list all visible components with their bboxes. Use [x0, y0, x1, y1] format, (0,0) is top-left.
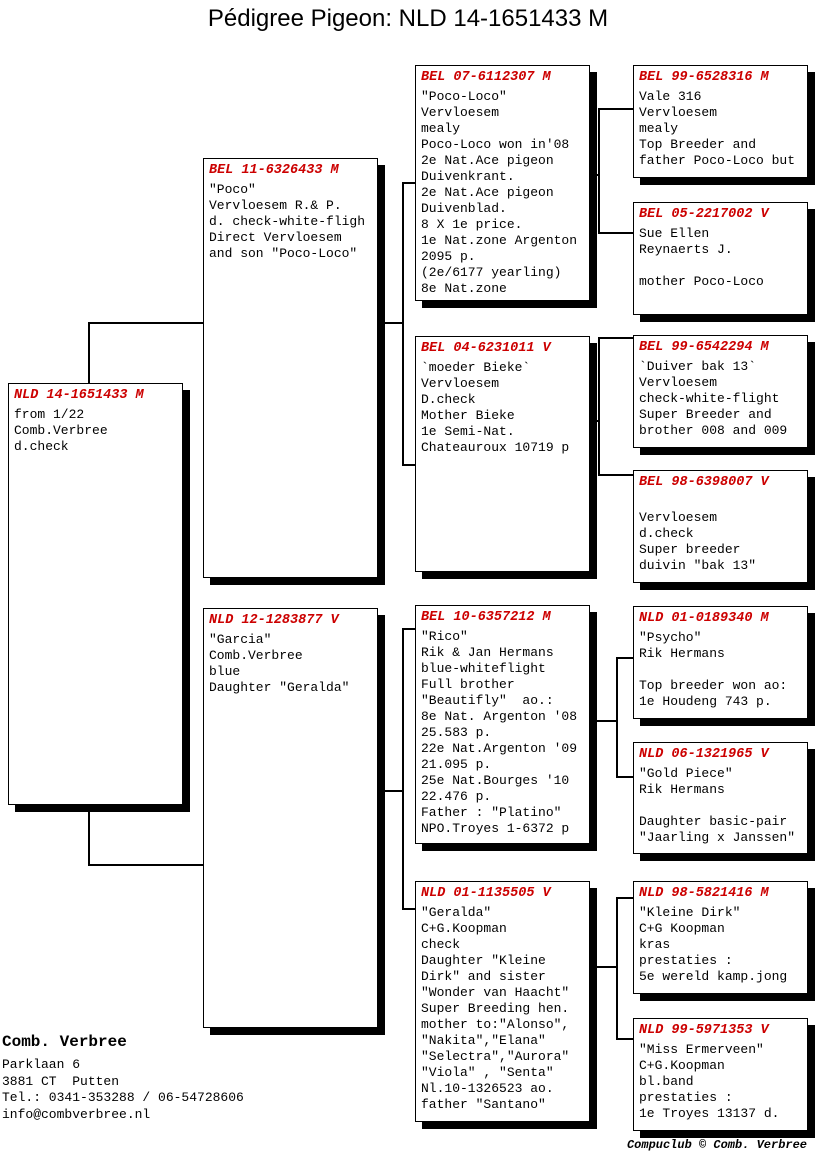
text-line: Rik Hermans — [639, 782, 725, 797]
text-line: 25e Nat.Bourges '10 — [421, 773, 570, 788]
text-line: Vale 316 — [639, 89, 702, 104]
text-line: Vervloesem — [421, 105, 500, 120]
ring-number: NLD 01-1135505 V — [421, 886, 551, 901]
text-line — [639, 798, 805, 814]
connector-line — [598, 108, 633, 110]
text-line: C+G Koopman — [639, 921, 725, 936]
pigeon-details — [639, 905, 805, 985]
text-line: "Wonder van Haacht" — [421, 985, 570, 1000]
connector-line — [402, 628, 415, 630]
pigeon-details — [421, 89, 587, 297]
pigeon-details — [639, 630, 805, 710]
text-line: Vervloesem — [639, 375, 718, 390]
text-line: Vervloesem — [639, 510, 718, 525]
text-line: d. check-white-fligh — [209, 214, 366, 229]
software-credit: Compuclub © Comb. Verbree — [626, 1138, 807, 1152]
text-line: Full brother — [421, 677, 515, 692]
ring-number: BEL 98-6398007 V — [639, 475, 769, 490]
pigeon-details — [14, 407, 180, 455]
text-line: info@combverbree.nl — [2, 1106, 151, 1122]
ring-number: NLD 12-1283877 V — [209, 613, 339, 628]
text-line: Rik Hermans — [639, 646, 725, 661]
pedigree-box-dam-dam-sire — [633, 881, 808, 994]
ring-number: BEL 99-6528316 M — [639, 70, 769, 85]
ring-number: BEL 11-6326433 M — [209, 163, 339, 178]
connector-line — [88, 864, 203, 866]
text-line: check-white-flight — [639, 391, 780, 406]
text-line: Vervloesem R.& P. — [209, 198, 342, 213]
pedigree-box-dam-dam-dam — [633, 1018, 808, 1131]
connector-line — [88, 806, 90, 866]
text-line: Reynaerts J. — [639, 242, 733, 257]
text-line: "Nakita","Elana" — [421, 1033, 546, 1048]
text-line: "Psycho" — [639, 630, 702, 645]
page-title: Pédigree Pigeon: NLD 14-1651433 M — [207, 5, 609, 32]
text-line: from 1/22 — [14, 407, 85, 422]
connector-line — [598, 337, 633, 339]
text-line: Top breeder won ao: — [639, 678, 788, 693]
ring-number: NLD 01-0189340 M — [639, 611, 769, 626]
text-line: Sue Ellen — [639, 226, 710, 241]
pigeon-details — [209, 632, 375, 696]
connector-line — [616, 897, 633, 899]
text-line: Vervloesem — [421, 376, 500, 391]
owner-name: Comb. Verbree — [2, 1033, 127, 1051]
text-line: 22.476 p. — [421, 789, 492, 804]
pedigree-box-dam-sire — [415, 605, 590, 844]
text-line: and son "Poco-Loco" — [209, 246, 358, 261]
connector-line — [598, 232, 633, 234]
text-line: Direct Vervloesem — [209, 230, 342, 245]
connector-line — [589, 966, 618, 968]
text-line: 1e Semi-Nat. — [421, 424, 515, 439]
text-line: 2e Nat.Ace pigeon — [421, 185, 554, 200]
pigeon-details — [639, 1042, 805, 1122]
text-line: 3881 CT Putten — [2, 1073, 120, 1089]
text-line: (2e/6177 yearling) — [421, 265, 562, 280]
connector-line — [402, 908, 415, 910]
text-line: 2e Nat.Ace pigeon — [421, 153, 554, 168]
pigeon-details — [639, 494, 805, 574]
text-line: Duivenkrant. — [421, 169, 515, 184]
text-line: Comb.Verbree — [14, 423, 108, 438]
text-line: 2095 p. — [421, 249, 476, 264]
text-line: "Poco" — [209, 182, 256, 197]
text-line: Poco-Loco won in'08 — [421, 137, 570, 152]
text-line: 1e Nat.zone Argenton — [421, 233, 578, 248]
text-line: d.check — [14, 439, 69, 454]
text-line: "Rico" — [421, 629, 468, 644]
connector-line — [589, 720, 618, 722]
connector-line — [616, 897, 618, 1040]
text-line: Rik & Jan Hermans — [421, 645, 554, 660]
text-line: mother to:"Alonso", — [421, 1017, 570, 1032]
text-line: C+G.Koopman — [639, 1058, 725, 1073]
text-line: 8e Nat. Argenton '08 — [421, 709, 578, 724]
pigeon-details — [639, 359, 805, 439]
text-line: "Kleine Dirk" — [639, 905, 741, 920]
ring-number: NLD 06-1321965 V — [639, 747, 769, 762]
text-line: Comb.Verbree — [209, 648, 303, 663]
text-line: 1e Troyes 13137 d. — [639, 1106, 780, 1121]
text-line: prestaties : — [639, 953, 733, 968]
connector-line — [402, 464, 415, 466]
text-line: father "Santano" — [421, 1097, 546, 1112]
ring-number: NLD 98-5821416 M — [639, 886, 769, 901]
pedigree-box-dam-sire-sire — [633, 606, 808, 719]
pigeon-details — [209, 182, 375, 262]
ring-number: BEL 99-6542294 M — [639, 340, 769, 355]
text-line: C+G.Koopman — [421, 921, 507, 936]
text-line: NPO.Troyes 1-6372 p — [421, 821, 570, 836]
text-line: "Garcia" — [209, 632, 272, 647]
connector-line — [598, 108, 600, 234]
text-line: mealy — [639, 121, 679, 136]
pedigree-box-sire-sire-sire — [633, 65, 808, 178]
text-line: Nl.10-1326523 ao. — [421, 1081, 554, 1096]
pedigree-box-sire — [203, 158, 378, 578]
text-line: Dirk" and sister — [421, 969, 546, 984]
text-line: 1e Houdeng 743 p. — [639, 694, 772, 709]
pedigree-box-sire-sire — [415, 65, 590, 301]
pedigree-box-sire-dam-sire — [633, 335, 808, 448]
pedigree-box-dam-sire-dam — [633, 742, 808, 854]
text-line: "Jaarling x Janssen" — [639, 830, 796, 845]
text-line: Super Breeder and — [639, 407, 772, 422]
text-line: Duivenblad. — [421, 201, 507, 216]
connector-line — [88, 323, 90, 383]
text-line: Tel.: 0341-353288 / 06-54728606 — [2, 1090, 244, 1105]
pedigree-box-sire-dam-dam — [633, 470, 808, 583]
text-line: brother 008 and 009 — [639, 423, 788, 438]
text-line: "Poco-Loco" — [421, 89, 507, 104]
text-line: Vervloesem — [639, 105, 718, 120]
pedigree-box-sire-sire-dam — [633, 202, 808, 315]
text-line: "Beautifly" ao.: — [421, 693, 554, 708]
text-line: "Geralda" — [421, 905, 492, 920]
text-line — [639, 662, 805, 678]
connector-line — [402, 182, 415, 184]
text-line: 8e Nat.zone — [421, 281, 507, 296]
connector-line — [616, 1038, 633, 1040]
text-line: Father : "Platino" — [421, 805, 562, 820]
text-line: Daughter "Kleine — [421, 953, 546, 968]
text-line: "Miss Ermerveen" — [639, 1042, 764, 1057]
connector-line — [402, 628, 404, 910]
text-line: father Poco-Loco but — [639, 153, 796, 168]
pedigree-box-sire-dam — [415, 336, 590, 572]
text-line: d.check — [639, 526, 694, 541]
text-line: Top Breeder and — [639, 137, 757, 152]
text-line: "Viola" , "Senta" — [421, 1065, 554, 1080]
ring-number: BEL 04-6231011 V — [421, 341, 551, 356]
ring-number: BEL 05-2217002 V — [639, 207, 769, 222]
connector-line — [402, 182, 404, 466]
text-line: kras — [639, 937, 671, 952]
text-line: 8 X 1e price. — [421, 217, 523, 232]
text-line: D.check — [421, 392, 476, 407]
text-line — [639, 258, 805, 274]
text-line: 5e wereld kamp.jong — [639, 969, 788, 984]
ring-number: BEL 10-6357212 M — [421, 610, 551, 625]
text-line: bl.band — [639, 1074, 694, 1089]
text-line: check — [421, 937, 461, 952]
text-line: "Selectra","Aurora" — [421, 1049, 570, 1064]
text-line: Daughter basic-pair — [639, 814, 788, 829]
pedigree-box-dam-dam — [415, 881, 590, 1122]
pigeon-details — [421, 360, 587, 456]
pigeon-details — [639, 226, 805, 290]
text-line: 22e Nat.Argenton '09 — [421, 741, 578, 756]
pedigree-box-dam — [203, 608, 378, 1028]
ring-number: NLD 99-5971353 V — [639, 1023, 769, 1038]
text-line: `moeder Bieke` — [421, 360, 531, 375]
connector-line — [378, 322, 404, 324]
pigeon-details — [421, 629, 587, 837]
text-line: duivin "bak 13" — [639, 558, 757, 573]
text-line: Super breeder — [639, 542, 741, 557]
pedigree-box-subject — [8, 383, 183, 805]
text-line: blue — [209, 664, 241, 679]
connector-line — [88, 322, 203, 324]
text-line: blue-whiteflight — [421, 661, 546, 676]
text-line: "Gold Piece" — [639, 766, 733, 781]
connector-line — [598, 474, 633, 476]
text-line: mealy — [421, 121, 461, 136]
connector-line — [616, 657, 618, 778]
text-line: 25.583 p. — [421, 725, 492, 740]
ring-number: BEL 07-6112307 M — [421, 70, 551, 85]
text-line: Parklaan 6 — [2, 1057, 81, 1072]
connector-line — [378, 790, 404, 792]
pigeon-details — [639, 766, 805, 846]
text-line: prestaties : — [639, 1090, 733, 1105]
text-line: Mother Bieke — [421, 408, 515, 423]
owner-address — [2, 1057, 244, 1123]
text-line: Super Breeding hen. — [421, 1001, 570, 1016]
connector-line — [616, 657, 633, 659]
connector-line — [598, 337, 600, 476]
pigeon-details — [639, 89, 805, 169]
connector-line — [616, 776, 633, 778]
text-line — [639, 494, 805, 510]
text-line: 21.095 p. — [421, 757, 492, 772]
text-line: Daughter "Geralda" — [209, 680, 350, 695]
ring-number: NLD 14-1651433 M — [14, 388, 144, 403]
pigeon-details — [421, 905, 587, 1113]
text-line: mother Poco-Loco — [639, 274, 764, 289]
text-line: Chateauroux 10719 p — [421, 440, 570, 455]
text-line: `Duiver bak 13` — [639, 359, 757, 374]
